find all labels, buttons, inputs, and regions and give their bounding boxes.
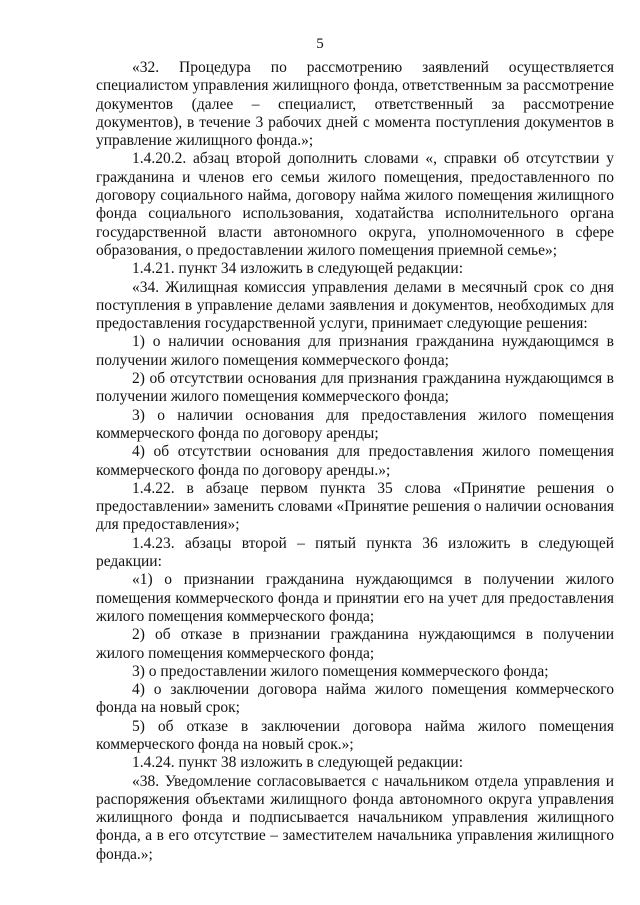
paragraph-1-4-24: 1.4.24. пункт 38 изложить в следующей редакции: <box>132 754 464 772</box>
paragraph-38-notification: «38. Уведомление согласовывается с начальником отдела управления и распоряжения объектами жилищного фонда автономного округа управления жилищного фонда и подписывается начальником управления жилищного фонда, а в его отсутствие – заместителем начальника управления жилищного фонда.»; <box>96 772 614 863</box>
list-item-34-1: 1) о наличии основания для признания гражданина нуждающимся в получении жилого помещения коммерческого фонда; <box>96 333 614 369</box>
list-item-34-4: 4) об отсутствии основания для предоставления жилого помещения коммерческого фонда по договору аренды.»; <box>96 443 614 479</box>
paragraph-1-4-23: 1.4.23. абзацы второй – пятый пункта 36 изложить в следующей редакции: <box>96 534 614 571</box>
page-number: 5 <box>316 36 324 52</box>
document-body <box>96 59 614 864</box>
paragraph-34-commission: «34. Жилищная комиссия управления делами в месячный срок со дня поступления в управление делами заявления и документов, необходимых для предоставления государственной услуги, принимает следующие решения: <box>96 278 614 333</box>
list-item-36-5: 5) об отказе в заключении договора найма жилого помещения коммерческого фонда на новый срок.»; <box>96 717 614 753</box>
paragraph-1-4-22: 1.4.22. в абзаце первом пункта 35 слова «Принятие решения о предоставлении» заменить словами «Принятие решения о наличии основания для предоставления»; <box>96 479 614 534</box>
list-item-34-2: 2) об отсутствии основания для признания гражданина нуждающимся в получении жилого помещения коммерческого фонда; <box>96 370 614 406</box>
paragraph-32-procedure: «32. Процедура по рассмотрению заявлений осуществляется специалистом управления жилищного фонда, ответственным за рассмотрение документов (далее – специалист, ответственный за рассмотрение документов), в течение 3 рабочих дней с момента поступления документов в управление жилищного фонда.»; <box>96 59 614 150</box>
list-item-36-3: 3) о предоставлении жилого помещения коммерческого фонда; <box>132 662 549 680</box>
list-item-36-2: 2) об отказе в признании гражданина нуждающимся в получении жилого помещения коммерческого фонда; <box>96 626 614 662</box>
paragraph-1-4-21: 1.4.21. пункт 34 изложить в следующей редакции: <box>132 260 464 278</box>
list-item-36-4: 4) о заключении договора найма жилого помещения коммерческого фонда на новый срок; <box>96 681 614 717</box>
paragraph-1-4-20-2: 1.4.20.2. абзац второй дополнить словами «, справки об отсутствии у гражданина и членов его семьи жилого помещения, предоставленного по договору социального найма, договору найма жилого помещения жилищного фонда социального использования, ходатайства исполнительного органа государственной власти автономного округа, уполномоченного в сфере образования, о предоставлении жилого помещения приемной семье»; <box>96 150 614 259</box>
list-item-34-3: 3) о наличии основания для предоставления жилого помещения коммерческого фонда по договору аренды; <box>96 406 614 442</box>
list-item-36-1: «1) о признании гражданина нуждающимся в получении жилого помещения коммерческого фонда и принятии его на учет для предоставления жилого помещения коммерческого фонда; <box>96 571 614 625</box>
